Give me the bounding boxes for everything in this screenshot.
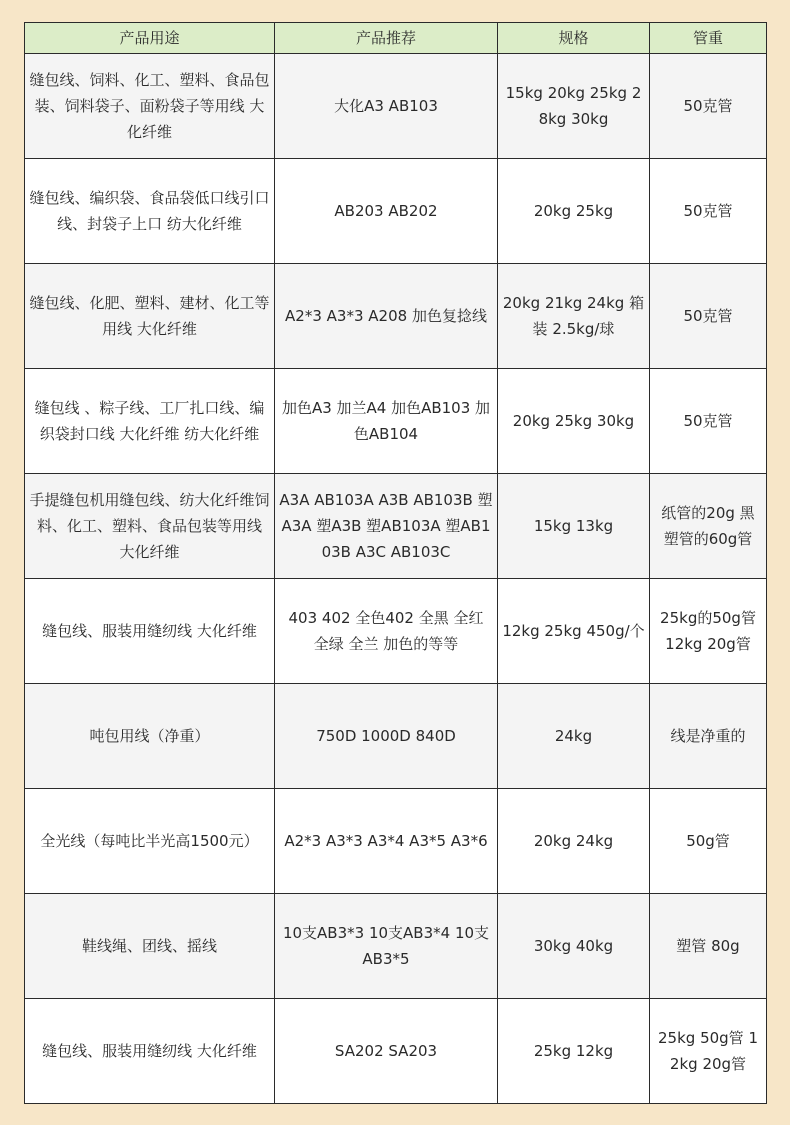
header-tube-weight: 管重 (650, 23, 767, 54)
cell-product: A3A AB103A A3B AB103B 塑A3A 塑A3B 塑AB103A 塑AB103B A3C AB103C (275, 474, 498, 579)
table-row (25, 264, 767, 369)
cell-spec: 24kg (498, 684, 650, 789)
table-row (25, 474, 767, 579)
cell-tube-weight: 塑管 80g (650, 894, 767, 999)
table-row (25, 894, 767, 999)
cell-tube-weight: 50克管 (650, 264, 767, 369)
cell-usage: 吨包用线（净重） (25, 684, 275, 789)
cell-product: 大化A3 AB103 (275, 54, 498, 159)
product-table-container (24, 22, 766, 1104)
cell-spec: 12kg 25kg 450g/个 (498, 579, 650, 684)
cell-tube-weight: 50克管 (650, 159, 767, 264)
cell-product: 750D 1000D 840D (275, 684, 498, 789)
table-row (25, 54, 767, 159)
cell-spec: 15kg 13kg (498, 474, 650, 579)
table-row (25, 789, 767, 894)
cell-tube-weight: 线是净重的 (650, 684, 767, 789)
cell-product: 10支AB3*3 10支AB3*4 10支AB3*5 (275, 894, 498, 999)
table-row (25, 369, 767, 474)
cell-product: A2*3 A3*3 A3*4 A3*5 A3*6 (275, 789, 498, 894)
cell-tube-weight: 50g管 (650, 789, 767, 894)
cell-usage: 鞋线绳、团线、摇线 (25, 894, 275, 999)
cell-spec: 20kg 25kg 30kg (498, 369, 650, 474)
cell-spec: 20kg 24kg (498, 789, 650, 894)
cell-spec: 25kg 12kg (498, 999, 650, 1104)
table-header-row (25, 23, 767, 54)
cell-usage: 缝包线、服装用缝纫线 大化纤维 (25, 579, 275, 684)
cell-product: A2*3 A3*3 A208 加色复捻线 (275, 264, 498, 369)
cell-spec: 20kg 21kg 24kg 箱装 2.5kg/球 (498, 264, 650, 369)
cell-product: 403 402 全色402 全黑 全红 全绿 全兰 加色的等等 (275, 579, 498, 684)
cell-usage: 缝包线、编织袋、食品袋低口线引口线、封袋子上口 纺大化纤维 (25, 159, 275, 264)
header-spec: 规格 (498, 23, 650, 54)
cell-tube-weight: 25kg的50g管 12kg 20g管 (650, 579, 767, 684)
table-row (25, 684, 767, 789)
cell-tube-weight: 25kg 50g管 12kg 20g管 (650, 999, 767, 1104)
header-usage: 产品用途 (25, 23, 275, 54)
cell-tube-weight: 50克管 (650, 54, 767, 159)
cell-usage: 缝包线 、粽子线、工厂扎口线、编织袋封口线 大化纤维 纺大化纤维 (25, 369, 275, 474)
cell-product: 加色A3 加兰A4 加色AB103 加色AB104 (275, 369, 498, 474)
cell-product: SA202 SA203 (275, 999, 498, 1104)
cell-spec: 15kg 20kg 25kg 28kg 30kg (498, 54, 650, 159)
product-table (24, 22, 767, 1104)
table-row (25, 999, 767, 1104)
cell-usage: 缝包线、服装用缝纫线 大化纤维 (25, 999, 275, 1104)
cell-product: AB203 AB202 (275, 159, 498, 264)
table-row (25, 159, 767, 264)
cell-tube-weight: 50克管 (650, 369, 767, 474)
cell-spec: 20kg 25kg (498, 159, 650, 264)
cell-tube-weight: 纸管的20g 黑塑管的60g管 (650, 474, 767, 579)
header-product: 产品推荐 (275, 23, 498, 54)
table-row (25, 579, 767, 684)
cell-usage: 缝包线、饲料、化工、塑料、食品包装、饲料袋子、面粉袋子等用线 大化纤维 (25, 54, 275, 159)
cell-usage: 全光线（每吨比半光高1500元） (25, 789, 275, 894)
cell-spec: 30kg 40kg (498, 894, 650, 999)
cell-usage: 缝包线、化肥、塑料、建材、化工等用线 大化纤维 (25, 264, 275, 369)
cell-usage: 手提缝包机用缝包线、纺大化纤维饲料、化工、塑料、食品包装等用线 大化纤维 (25, 474, 275, 579)
